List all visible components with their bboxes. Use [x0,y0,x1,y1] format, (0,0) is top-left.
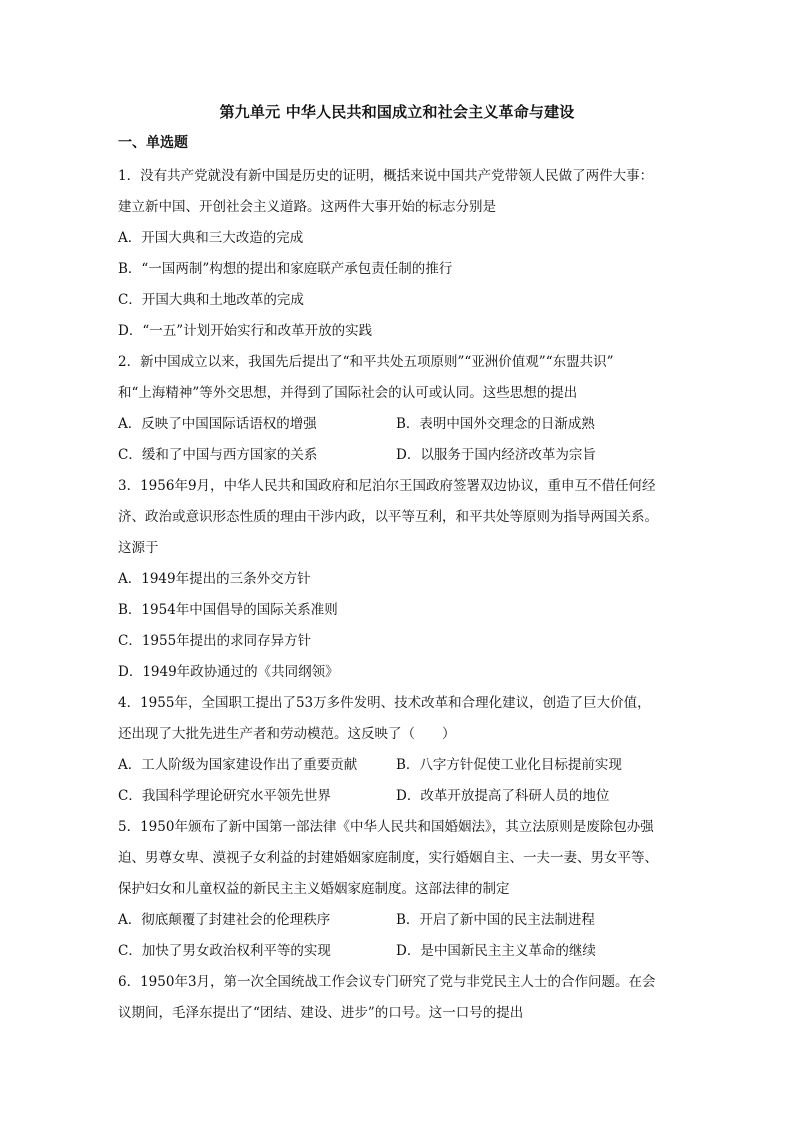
question-stem-line: 和“上海精神”等外交思想，并得到了国际社会的认可或认同。这些思想的提出 [118,385,578,401]
question-stem-line: 保护妇女和儿童权益的新民主主义婚姻家庭制度。这部法律的制定 [118,881,510,897]
question-5 [118,812,718,967]
option-b: B．“一国两制”构想的提出和家庭联产承包责任制的推行 [118,261,453,277]
section-heading: 一、单选题 [118,135,188,151]
option-row [118,409,718,440]
page-title: 第九单元 中华人民共和国成立和社会主义革命与建设 [219,103,575,121]
question-stem-line: 1．没有共产党就没有新中国是历史的证明，概括来说中国共产党带领人民做了两件大事： [118,168,654,184]
question-stem-line: 议期间，毛泽东提出了“团结、建设、进步”的口号。这一口号的提出 [118,1005,524,1021]
option-a: A．1949年提出的三条外交方针 [118,571,311,587]
question-stem-line: 4．1955年，全国职工提出了53万多件发明、技术改革和合理化建议，创造了巨大价值， [118,695,651,711]
option-a: A．彻底颠覆了封建社会的伦理秩序 [118,912,331,928]
option-c: C．缓和了中国与西方国家的关系 [118,447,318,463]
question-2 [118,347,718,471]
option-row [118,440,718,471]
option-c: C．我国科学理论研究水平领先世界 [118,788,331,804]
question-stem-line: 还出现了大批先进生产者和劳动模范。这反映了（ ） [118,726,456,742]
option-d: D．以服务于国内经济改革为宗旨 [396,447,596,463]
question-stem-line: 6．1950年3月，第一次全国统战工作会议专门研究了党与非党民主人士的合作问题。在会 [118,974,656,990]
question-stem-line: 建立新中国、开创社会主义道路。这两件大事开始的标志分别是 [118,199,496,215]
question-stem-line: 这源于 [118,540,159,556]
option-d: D．改革开放提高了科研人员的地位 [396,788,610,804]
question-1 [118,161,718,347]
option-d: D．“一五”计划开始实行和改革开放的实践 [118,323,373,339]
option-b: B．表明中国外交理念的日渐成熟 [396,416,595,432]
option-a: A．工人阶级为国家建设作出了重要贡献 [118,757,358,773]
option-b: B．八字方针促使工业化目标提前实现 [396,757,622,773]
option-c: C．加快了男女政治权利平等的实现 [118,943,331,959]
question-stem-line: 5．1950年颁布了新中国第一部法律《中华人民共和国婚姻法》，其立法原则是废除包办强 [118,819,654,835]
option-b: B．1954年中国倡导的国际关系准则 [118,602,338,618]
question-4 [118,688,718,812]
option-row [118,750,718,781]
question-stem-line: 3．1956年9月，中华人民共和国政府和尼泊尔王国政府签署双边协议，重申互不借任何经 [118,478,656,494]
question-stem-line: 2．新中国成立以来，我国先后提出了“和平共处五项原则”“亚洲价值观”“东盟共识” [118,354,614,370]
option-b: B．开启了新中国的民主法制进程 [396,912,595,928]
option-c: C．1955年提出的求同存异方针 [118,633,312,649]
option-a: A．反映了中国国际话语权的增强 [118,416,317,432]
question-6 [118,967,718,1029]
option-d: D．是中国新民主主义革命的继续 [396,943,596,959]
question-3 [118,471,718,688]
option-row [118,905,718,936]
option-d: D．1949年政协通过的《共同纲领》 [118,664,339,680]
option-row [118,781,718,812]
option-row [118,936,718,967]
question-stem-line: 济、政治或意识形态性质的理由干涉内政，以平等互利，和平共处等原则为指导两国关系。 [118,509,658,525]
option-a: A．开国大典和三大改造的完成 [118,230,304,246]
question-stem-line: 迫、男尊女卑、漠视子女利益的封建婚姻家庭制度，实行婚姻自主、一夫一妻、男女平等、 [118,850,658,866]
option-c: C．开国大典和土地改革的完成 [118,292,304,308]
